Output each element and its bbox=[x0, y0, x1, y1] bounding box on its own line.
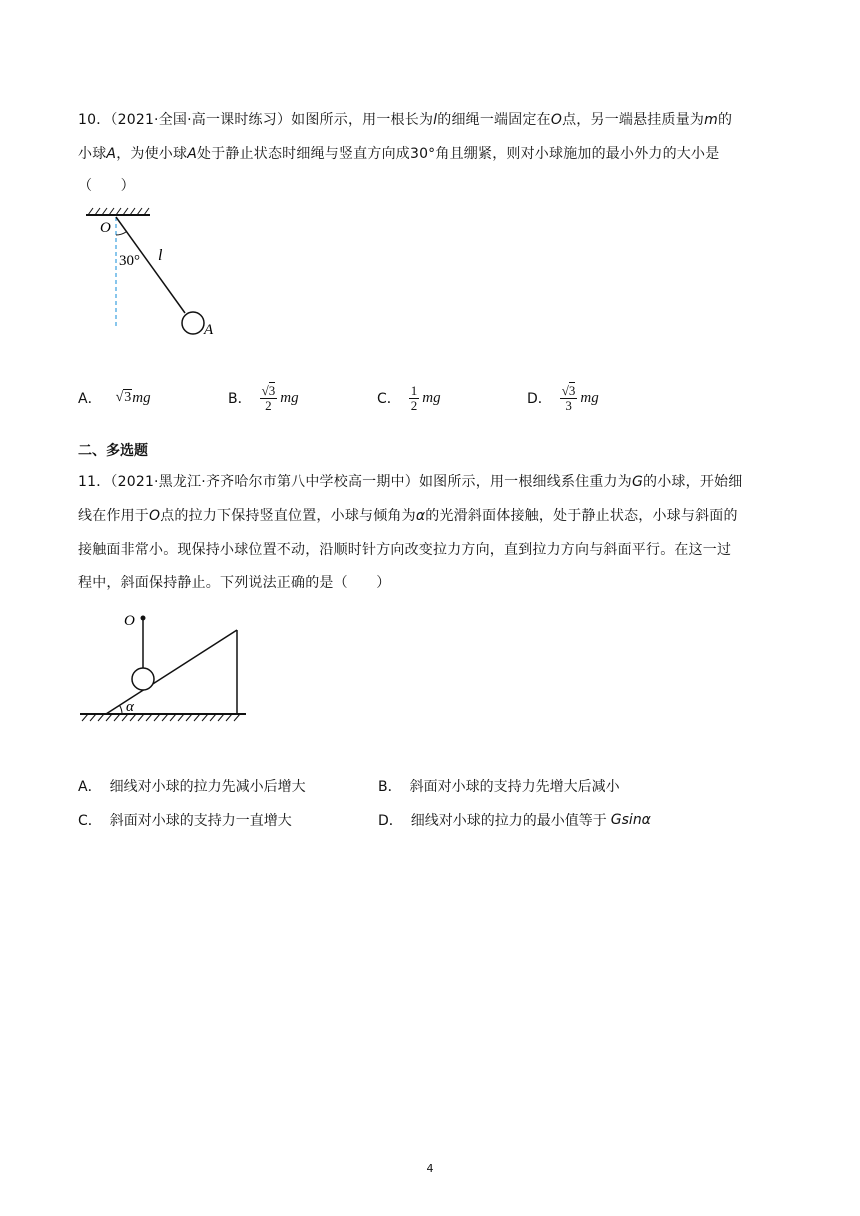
q10-pendulum-figure bbox=[78, 205, 228, 340]
ball-a bbox=[182, 312, 204, 334]
ceiling-hatch bbox=[86, 208, 150, 215]
q11-incline-figure bbox=[78, 608, 253, 728]
q10-line-2: 小球A，为使小球A处于静止状态时细绳与竖直方向成30°角且绷紧，则对小球施加的最小外力的大小是 bbox=[78, 146, 720, 162]
q11-line-2: 线在作用于O点的拉力下保持竖直位置，小球与倾角为α的光滑斜面体接触，处于静止状态，小球与斜面的 bbox=[78, 508, 738, 524]
q11-option-a[interactable]: A． 细线对小球的拉力先减小后增大 bbox=[78, 779, 306, 795]
q11-option-d[interactable]: D． 细线对小球的拉力的最小值等于 Gsinα bbox=[378, 812, 651, 829]
q11-line-3: 接触面非常小。现保持小球位置不动，沿顺时针方向改变拉力方向，直到拉力方向与斜面平行。在这一过 bbox=[78, 542, 732, 558]
q10-line-1: 10．（2021·全国·高一课时练习）如图所示，用一根长为l的细绳一端固定在O点，另一端悬挂质量为m的 bbox=[78, 112, 733, 128]
label-a: A bbox=[204, 322, 214, 338]
section-heading: 二、多选题 bbox=[78, 443, 148, 459]
label-o: O bbox=[100, 220, 111, 236]
q10-option-c[interactable]: C． $\frac{1}{2}$ mg bbox=[377, 382, 441, 413]
q11-option-c[interactable]: C． 斜面对小球的支持力一直增大 bbox=[78, 813, 292, 829]
q11-line-1: 11．（2021·黑龙江·齐齐哈尔市第八中学校高一期中）如图所示，用一根细线系住重力为G的小球，开始细 bbox=[78, 474, 743, 490]
hook-point bbox=[141, 616, 146, 621]
ball bbox=[132, 668, 154, 690]
q10-option-d[interactable]: D． $\frac{√3}{3}$ mg bbox=[527, 382, 599, 413]
q10-answer-blank: （ ） bbox=[78, 178, 135, 194]
ground-hatch bbox=[80, 714, 246, 721]
alpha-arc bbox=[120, 705, 123, 714]
label-alpha: α bbox=[126, 699, 134, 715]
q10-option-b[interactable]: B． $\frac{√3}{2}$ mg bbox=[228, 382, 299, 413]
q11-option-b[interactable]: B． 斜面对小球的支持力先增大后减小 bbox=[378, 779, 620, 795]
q10-option-a[interactable]: A． √3 mg bbox=[78, 389, 151, 407]
label-angle: 30° bbox=[119, 253, 140, 269]
label-o: O bbox=[124, 613, 135, 629]
angle-arc bbox=[116, 232, 127, 235]
page-number: 4 bbox=[426, 1162, 434, 1175]
q11-line-4: 程中，斜面保持静止。下列说法正确的是（ ） bbox=[78, 575, 391, 591]
label-l: l bbox=[158, 247, 163, 264]
